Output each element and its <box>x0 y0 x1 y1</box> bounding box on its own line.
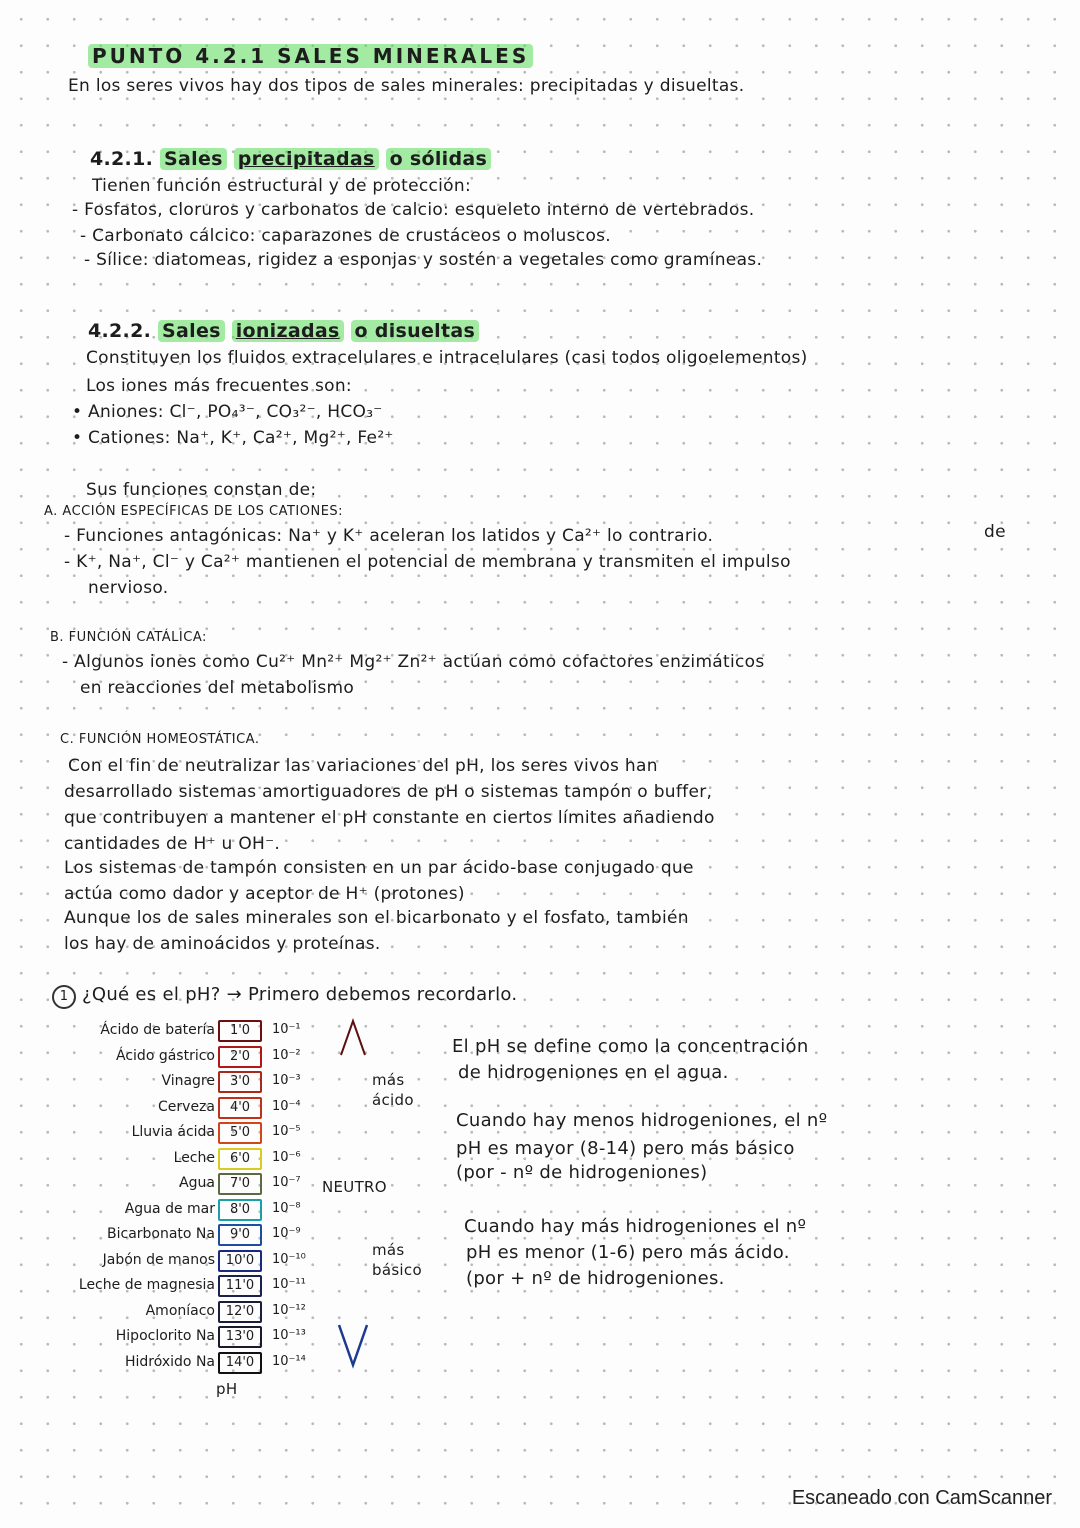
substance-name: Hidróxido Na <box>124 1353 215 1370</box>
section-b-title: B. FUNCIÓN CATÁLICA: <box>50 630 207 645</box>
s2-line: Los iones más frecuentes son: <box>86 376 352 396</box>
ph-row <box>60 1250 340 1272</box>
s1-line: - Sílice: diatomeas, rigidez a esponjas y sostén a vegetales como gramíneas. <box>84 250 763 270</box>
ph-value-box: 5'0 <box>218 1122 262 1144</box>
ph-row <box>60 1122 340 1144</box>
s1-line: - Carbonato cálcico: caparazones de crustáceos o moluscos. <box>80 226 612 246</box>
substance-name: Cerveza <box>158 1098 215 1115</box>
scanner-watermark: Escaneado con CamScanner <box>791 1487 1052 1509</box>
section-a-title: A. ACCIÓN ESPECÍFICAS DE LOS CATIONES: <box>44 504 344 519</box>
h-concentration: 10⁻¹ <box>272 1022 301 1037</box>
h-concentration: 10⁻⁷ <box>272 1175 301 1190</box>
section-c-title: C. FUNCIÓN HOMEOSTÁTICA. <box>60 732 260 747</box>
more-basic-label: más básico <box>372 1241 422 1279</box>
b-line: en reacciones del metabolismo <box>80 678 355 698</box>
substance-name: Agua de mar <box>124 1200 215 1217</box>
intro: En los seres vivos hay dos tipos de sales minerales: precipitadas y disueltas. <box>68 76 745 96</box>
ph-row <box>60 1275 340 1297</box>
substance-name: Bicarbonato Na <box>107 1226 215 1242</box>
h-concentration: 10⁻¹¹ <box>272 1277 306 1292</box>
substance-name: Jabón de manos <box>102 1251 215 1268</box>
s2-line: • Cationes: Na⁺, K⁺, Ca²⁺, Mg²⁺, Fe²⁺ <box>72 428 394 448</box>
h-concentration: 10⁻⁴ <box>272 1098 301 1114</box>
h-concentration: 10⁻² <box>272 1047 301 1063</box>
substance-name: Leche <box>173 1149 215 1166</box>
more-h-text: pH es menor (1-6) pero más ácido. <box>466 1242 790 1263</box>
page-title: PUNTO 4.2.1 SALES MINERALES <box>88 44 533 68</box>
c-line: actúa como dador y aceptor de H⁺ (protones) <box>64 884 465 904</box>
functions-intro: Sus funciones constan de: <box>86 480 317 500</box>
c-line: cantidades de H⁺ u OH⁻. <box>64 834 281 854</box>
ph-row <box>60 1046 340 1068</box>
ph-value-box: 10'0 <box>218 1250 262 1272</box>
h-concentration: 10⁻¹² <box>272 1302 306 1318</box>
substance-name: Hipoclorito Na <box>115 1328 215 1344</box>
less-h-text: (por - nº de hidrogeniones) <box>456 1162 708 1183</box>
h-concentration: 10⁻⁹ <box>272 1226 301 1241</box>
h-concentration: 10⁻¹³ <box>272 1328 306 1343</box>
substance-name: Agua <box>179 1175 215 1191</box>
c-line: que contribuyen a mantener el pH constante en ciertos límites añadiendo <box>64 808 715 828</box>
ph-row <box>60 1301 340 1323</box>
ph-row <box>60 1020 340 1042</box>
a-line: - K⁺, Na⁺, Cl⁻ y Ca²⁺ mantienen el potencial de membrana y transmiten el impulso <box>64 552 791 572</box>
substance-name: Ácido de batería <box>100 1022 215 1038</box>
ph-definition: de hidrogeniones en el agua. <box>458 1062 729 1083</box>
ph-value-box: 9'0 <box>218 1224 262 1246</box>
c-line: Aunque los de sales minerales son el bicarbonato y el fosfato, también <box>64 908 689 928</box>
ph-axis-label: pH <box>216 1380 238 1398</box>
more-h-text: (por + nº de hidrogeniones. <box>466 1268 725 1289</box>
s1-line: Tienen función estructural y de protección: <box>92 176 471 196</box>
acid-base-arrows-icon <box>335 1015 385 1375</box>
s2-line: Constituyen los fluidos extracelulares e intracelulares (casi todos oligoelementos) <box>86 348 808 368</box>
a-line: - Funciones antagónicas: Na⁺ y K⁺ aceleran los latidos y Ca²⁺ lo contrario. <box>64 526 714 546</box>
a-note: de <box>984 522 1006 542</box>
h-concentration: 10⁻¹⁰ <box>272 1251 306 1267</box>
ph-definition: El pH se define como la concentración <box>452 1036 809 1057</box>
ph-value-box: 4'0 <box>218 1097 262 1119</box>
substance-name: Leche de magnesia <box>78 1277 215 1293</box>
c-line: Los sistemas de tampón consisten en un par ácido-base conjugado que <box>64 858 694 878</box>
ph-row <box>60 1326 340 1348</box>
ph-value-box: 2'0 <box>218 1046 262 1068</box>
ph-value-box: 6'0 <box>218 1148 262 1170</box>
ph-value-box: 3'0 <box>218 1071 262 1093</box>
a-line: nervioso. <box>88 578 169 598</box>
more-acid-label: más ácido <box>372 1071 414 1109</box>
c-line: Con el fin de neutralizar las variaciones del pH, los seres vivos han <box>68 756 658 776</box>
ph-value-box: 13'0 <box>218 1326 262 1348</box>
circled-number: 1 <box>52 985 76 1009</box>
h-concentration: 10⁻³ <box>272 1073 301 1088</box>
b-line: - Algunos iones como Cu²⁺ Mn²⁺ Mg²⁺ Zn²⁺ actúan como cofactores enzimáticos <box>62 652 765 672</box>
ph-row <box>60 1224 340 1246</box>
section-1-heading: 4.2.1. Sales precipitadas o sólidas <box>90 148 491 170</box>
ph-row <box>60 1097 340 1119</box>
less-h-text: Cuando hay menos hidrogeniones, el nº <box>456 1110 828 1131</box>
ph-row <box>60 1148 340 1170</box>
less-h-text: pH es mayor (8-14) pero más básico <box>456 1138 795 1159</box>
ph-value-box: 7'0 <box>218 1173 262 1195</box>
ph-value-box: 12'0 <box>218 1301 262 1323</box>
h-concentration: 10⁻⁸ <box>272 1200 301 1216</box>
more-h-text: Cuando hay más hidrogeniones el nº <box>464 1216 807 1237</box>
c-line: desarrollado sistemas amortiguadores de pH o sistemas tampón o buffer, <box>64 782 713 802</box>
ph-row <box>60 1199 340 1221</box>
s2-line: • Aniones: Cl⁻, PO₄³⁻, CO₃²⁻, HCO₃⁻ <box>72 402 383 422</box>
s1-line: - Fosfatos, cloruros y carbonatos de calcio: esqueleto interno de vertebrados. <box>72 200 755 220</box>
substance-name: Lluvia ácida <box>131 1124 215 1140</box>
ph-row <box>60 1173 340 1195</box>
substance-name: Ácido gástrico <box>116 1047 215 1064</box>
neutral-label: NEUTRO <box>322 1178 387 1196</box>
ph-question: 1 ¿Qué es el pH? → Primero debemos recordarlo. <box>52 984 517 1009</box>
ph-row <box>60 1071 340 1093</box>
section-2-heading: 4.2.2. Sales ionizadas o disueltas <box>88 320 479 342</box>
ph-row <box>60 1352 340 1374</box>
ph-value-box: 11'0 <box>218 1275 262 1297</box>
ph-value-box: 1'0 <box>218 1020 262 1042</box>
h-concentration: 10⁻⁶ <box>272 1149 301 1165</box>
c-line: los hay de aminoácidos y proteínas. <box>64 934 381 954</box>
h-concentration: 10⁻¹⁴ <box>272 1353 306 1369</box>
ph-value-box: 8'0 <box>218 1199 262 1221</box>
ph-value-box: 14'0 <box>218 1352 262 1374</box>
substance-name: Amoníaco <box>145 1302 215 1319</box>
substance-name: Vinagre <box>161 1073 215 1089</box>
h-concentration: 10⁻⁵ <box>272 1124 301 1139</box>
